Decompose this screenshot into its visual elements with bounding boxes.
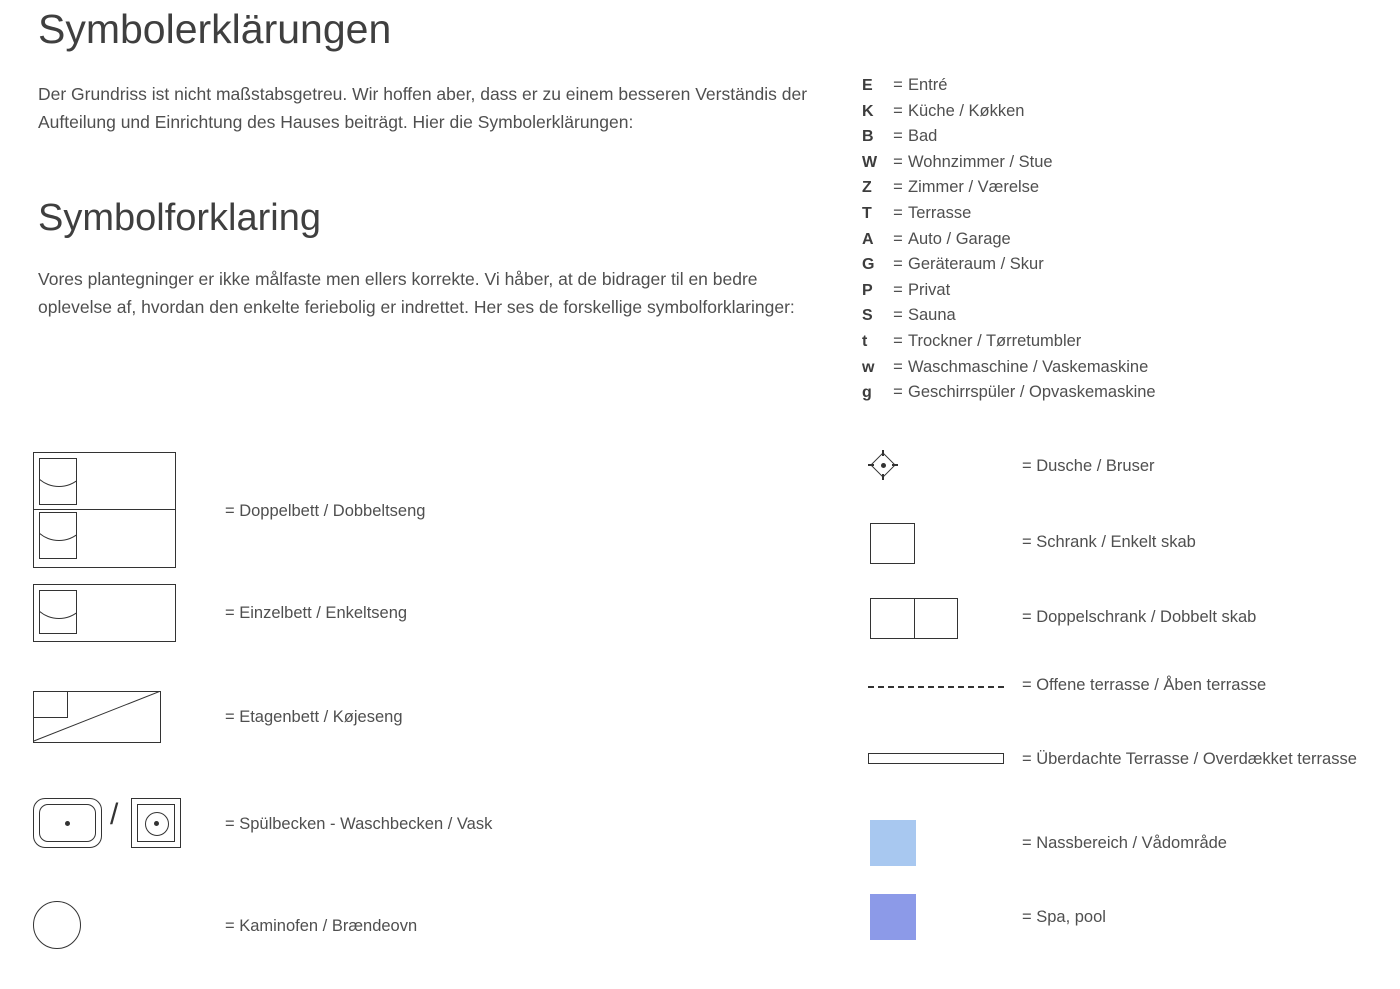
abbr-value: Zimmer / Værelse	[908, 178, 1040, 197]
pillow-icon	[39, 590, 77, 634]
legend-label: = Spa, pool	[1022, 908, 1106, 926]
single-bed-icon	[33, 584, 176, 642]
single-cabinet-icon	[870, 523, 915, 564]
legend-label: = Doppelbett / Dobbeltseng	[225, 502, 426, 520]
legend-label: = Einzelbett / Enkeltseng	[225, 604, 408, 622]
left-text-column	[38, 0, 828, 321]
pillow-icon	[39, 512, 77, 559]
symbol-legend-right	[862, 442, 1392, 964]
page-title-de: Symbolerklärungen	[38, 6, 392, 52]
abbreviation-row	[862, 358, 1382, 384]
abbreviation-row	[862, 230, 1382, 256]
abbr-key: W	[862, 153, 878, 171]
abbr-equals: =	[893, 76, 903, 94]
abbr-value: Wohnzimmer / Stue	[908, 152, 1053, 171]
legend-label: = Schrank / Enkelt skab	[1022, 533, 1196, 551]
legend-row-double-cabinet	[862, 592, 1392, 666]
abbr-value: Auto / Garage	[908, 229, 1011, 248]
abbr-value: Geräteraum / Skur	[908, 255, 1044, 274]
abbreviation-row	[862, 306, 1382, 332]
abbreviation-row	[862, 76, 1382, 102]
shower-icon	[870, 452, 900, 482]
abbr-value: Bad	[908, 127, 938, 146]
legend-label: = Spülbecken - Waschbecken / Vask	[225, 815, 493, 833]
abbr-equals: =	[893, 127, 903, 146]
intro-paragraph-de: Der Grundriss ist nicht maßstabsgetreu. Wir hoffen aber, dass er zu einem besseren Verständis der Aufteilung und Einrichtung des Hauses beiträgt. Hier die Symbolerklärungen:	[38, 84, 808, 133]
legend-label: = Überdachte Terrasse / Overdækket terrasse	[1022, 750, 1357, 768]
abbr-value: Waschmaschine / Vaskemaskine	[908, 357, 1149, 376]
sink-square-icon	[131, 798, 181, 848]
abbreviation-row	[862, 332, 1382, 358]
abbr-value: Küche / Køkken	[908, 101, 1025, 120]
abbreviation-row	[862, 178, 1382, 204]
abbr-key: B	[862, 128, 874, 146]
abbr-value: Geschirrspüler / Opvaskemaskine	[908, 383, 1156, 402]
abbr-value: Sauna	[908, 306, 956, 325]
abbr-equals: =	[893, 229, 903, 248]
abbreviation-row	[862, 204, 1382, 230]
pillow-icon	[39, 458, 77, 505]
abbr-equals: =	[893, 383, 903, 402]
double-cabinet-icon	[870, 598, 958, 639]
legend-row-double-bed	[33, 442, 833, 576]
legend-row-single-bed	[33, 576, 833, 683]
legend-row-stove	[33, 897, 833, 977]
abbr-key: A	[862, 230, 874, 248]
abbr-key: G	[862, 256, 875, 274]
legend-label: = Kaminofen / Brændeovn	[225, 917, 418, 935]
legend-row-bunk-bed	[33, 683, 833, 790]
legend-row-wet-area	[862, 816, 1392, 890]
legend-row-single-cabinet	[862, 517, 1392, 592]
intro-paragraph-da: Vores plantegninger er ikke målfaste men ellers korrekte. Vi håber, at de bidrager til en bedre oplevelse af, hvordan den enkelte feriebolig er indrettet. Her ses de forskellige symbolforklaringer:	[38, 268, 795, 317]
abbr-key: g	[862, 384, 872, 402]
abbr-key: t	[862, 332, 868, 350]
abbr-equals: =	[893, 331, 903, 350]
legend-label: = Offene terrasse / Åben terrasse	[1022, 676, 1267, 694]
abbr-equals: =	[893, 280, 903, 299]
covered-terrace-icon	[868, 753, 1004, 764]
abbr-key: E	[862, 77, 873, 94]
abbr-value: Privat	[908, 280, 951, 299]
abbr-key: K	[862, 102, 874, 120]
abbr-key: P	[862, 281, 873, 299]
abbr-value: Trockner / Tørretumbler	[908, 331, 1082, 350]
wet-area-swatch	[870, 820, 916, 866]
abbr-equals: =	[893, 306, 903, 325]
page-title-da: Symbolforklaring	[38, 196, 321, 239]
abbreviation-row	[862, 102, 1382, 128]
abbr-value: Terrasse	[908, 203, 972, 222]
abbr-equals: =	[893, 152, 903, 171]
abbreviation-row	[862, 281, 1382, 307]
abbreviation-row	[862, 255, 1382, 281]
abbreviation-row	[862, 127, 1382, 153]
abbr-key: Z	[862, 179, 872, 197]
stove-icon	[33, 901, 81, 949]
legend-row-shower	[862, 442, 1392, 517]
abbr-equals: =	[893, 203, 903, 222]
legend-label: = Etagenbett / Køjeseng	[225, 708, 403, 726]
legend-label: = Nassbereich / Vådområde	[1022, 834, 1227, 852]
legend-row-sink	[33, 790, 833, 897]
abbr-equals: =	[893, 255, 903, 274]
abbr-equals: =	[893, 357, 903, 376]
abbreviation-row	[862, 383, 1382, 409]
legend-row-spa-pool	[862, 890, 1392, 964]
abbr-value: Entré	[908, 76, 948, 94]
sink-basin-icon	[33, 798, 102, 848]
abbr-equals: =	[893, 101, 903, 120]
abbreviation-list	[862, 76, 1382, 409]
legend-row-open-terrace	[862, 666, 1392, 741]
abbr-key: w	[862, 358, 875, 376]
abbr-key: T	[862, 204, 872, 222]
spa-pool-swatch	[870, 894, 916, 940]
separator-slash: /	[110, 798, 119, 831]
symbol-legend-left	[33, 442, 833, 977]
abbr-equals: =	[893, 178, 903, 197]
abbr-key: S	[862, 307, 873, 325]
legend-label: = Doppelschrank / Dobbelt skab	[1022, 608, 1257, 626]
abbreviation-row	[862, 153, 1382, 179]
open-terrace-icon	[868, 686, 1004, 688]
bunk-bed-icon	[33, 691, 161, 743]
legend-label: = Dusche / Bruser	[1022, 457, 1155, 475]
legend-row-covered-terrace	[862, 741, 1392, 816]
double-bed-icon	[33, 452, 176, 568]
